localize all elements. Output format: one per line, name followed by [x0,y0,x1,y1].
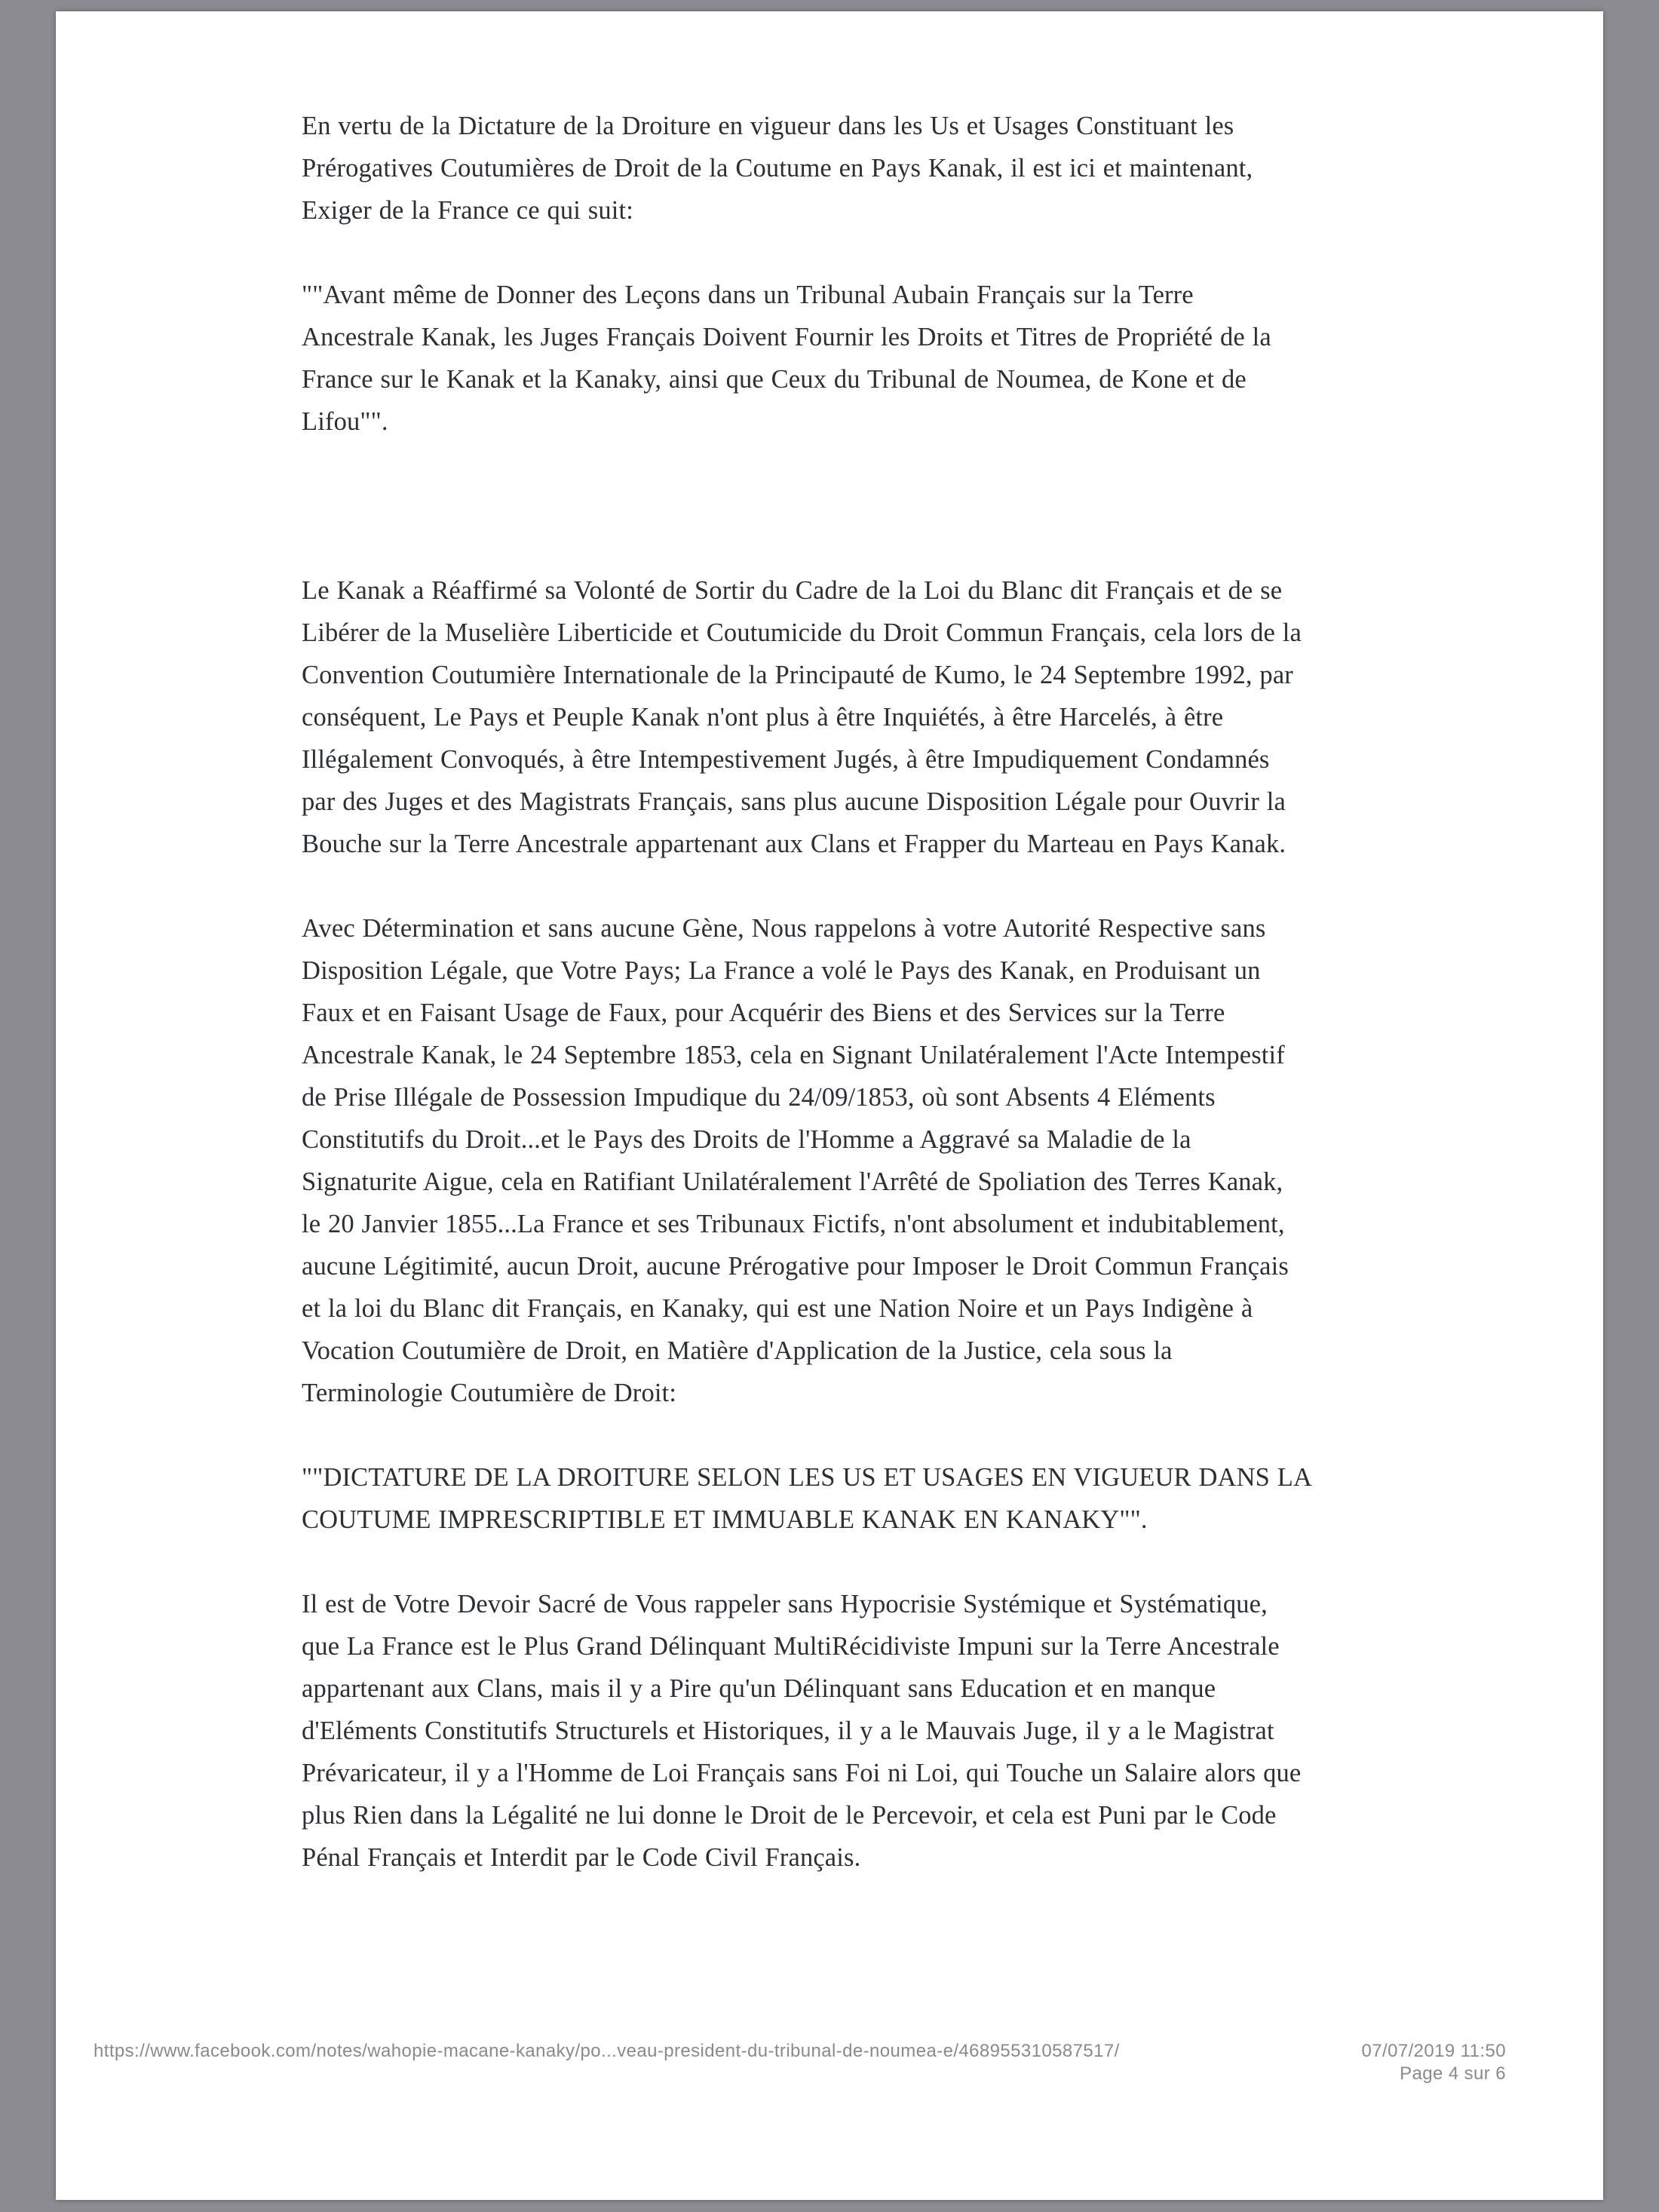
paragraph-demand-intro [302,105,1388,232]
text-line: Ancestrale Kanak, le 24 Septembre 1853, cela en Signant Unilatéralement l'Acte Intempestif [302,1041,1285,1069]
text-line: et la loi du Blanc dit Français, en Kanaky, qui est une Nation Noire et un Pays Indigène à [302,1294,1253,1323]
text-line: ""Avant même de Donner des Leçons dans un Tribunal Aubain Français sur la Terre [302,281,1194,309]
document-body [302,105,1388,1921]
text-line: Vocation Coutumière de Droit, en Matière d'Application de la Justice, cela sous la [302,1336,1173,1365]
text-line: par des Juges et des Magistrats Français, sans plus aucune Disposition Légale pour Ouvrir la [302,787,1286,816]
text-line: COUTUME IMPRESCRIPTIBLE ET IMMUABLE KANAK EN KANAKY"". [302,1505,1148,1534]
paragraph-sacred-duty [302,1583,1388,1879]
text-line: Ancestrale Kanak, les Juges Français Doivent Fournir les Droits et Titres de Propriété de la [302,323,1271,351]
footer-meta [1362,2040,1506,2085]
text-line: Constitutifs du Droit...et le Pays des Droits de l'Homme a Aggravé sa Maladie de la [302,1125,1191,1154]
paragraph-reaffirmation [302,569,1388,865]
text-line: le 20 Janvier 1855...La France et ses Tribunaux Fictifs, n'ont absolument et indubitablement, [302,1210,1285,1238]
text-line: Exiger de la France ce qui suit: [302,196,633,225]
document-page [56,11,1603,2200]
text-line: Terminologie Coutumière de Droit: [302,1379,677,1407]
text-line: plus Rien dans la Légalité ne lui donne le Droit de le Percevoir, et cela est Puni par le Code [302,1801,1277,1830]
paragraph-dictature-quote [302,1456,1388,1541]
footer-datetime: 07/07/2019 11:50 [1361,2041,1506,2061]
text-line: Disposition Légale, que Votre Pays; La France a volé le Pays des Kanak, en Produisant un [302,956,1261,985]
text-line: Avec Détermination et sans aucune Gène, Nous rappelons à votre Autorité Respective sans [302,914,1266,943]
text-line: Prévaricateur, il y a l'Homme de Loi Français sans Foi ni Loi, qui Touche un Salaire alors que [302,1759,1302,1787]
paragraph-quote-demand [302,274,1388,443]
text-line: aucune Légitimité, aucun Droit, aucune Prérogative pour Imposer le Droit Commun Français [302,1252,1289,1281]
text-line: que La France est le Plus Grand Délinquant MultiRécidiviste Impuni sur la Terre Ancestrale [302,1632,1280,1661]
text-line: ""DICTATURE DE LA DROITURE SELON LES US ET USAGES EN VIGUEUR DANS LA [302,1463,1313,1492]
text-line: Libérer de la Muselière Liberticide et Coutumicide du Droit Commun Français, cela lors de la [302,618,1302,647]
text-line: Convention Coutumière Internationale de la Principauté de Kumo, le 24 Septembre 1992, par [302,661,1293,689]
text-line: Signaturite Aigue, cela en Ratifiant Unilatéralement l'Arrêté de Spoliation des Terres Kanak, [302,1167,1283,1196]
text-line: conséquent, Le Pays et Peuple Kanak n'ont plus à être Inquiétés, à être Harcelés, à être [302,703,1224,732]
text-line: En vertu de la Dictature de la Droiture en vigueur dans les Us et Usages Constituant les [302,112,1234,140]
text-line: appartenant aux Clans, mais il y a Pire qu'un Délinquant sans Education et en manque [302,1674,1216,1703]
text-line: Faux et en Faisant Usage de Faux, pour Acquérir des Biens et des Services sur la Terre [302,999,1225,1027]
footer-page-number: Page 4 sur 6 [1400,2063,1506,2084]
footer-source-url[interactable]: https://www.facebook.com/notes/wahopie-macane-kanaky/po...veau-president-du-tribunal-de-noumea-e/468955310587517/ [94,2041,1120,2061]
text-line: d'Eléments Constitutifs Structurels et Historiques, il y a le Mauvais Juge, il y a le Magistrat [302,1717,1274,1745]
text-line: Lifou"". [302,407,388,436]
text-line: Le Kanak a Réaffirmé sa Volonté de Sortir du Cadre de la Loi du Blanc dit Français et de se [302,576,1283,605]
paragraph-determination [302,907,1388,1414]
text-line: France sur le Kanak et la Kanaky, ainsi que Ceux du Tribunal de Noumea, de Kone et de [302,365,1247,394]
text-line: Prérogatives Coutumières de Droit de la Coutume en Pays Kanak, il est ici et maintenant, [302,154,1253,183]
text-line: Il est de Votre Devoir Sacré de Vous rappeler sans Hypocrisie Systémique et Systématique, [302,1590,1268,1618]
text-line: de Prise Illégale de Possession Impudique du 24/09/1853, où sont Absents 4 Eléments [302,1083,1216,1112]
text-line: Illégalement Convoqués, à être Intempestivement Jugés, à être Impudiquement Condamnés [302,745,1270,774]
text-line: Pénal Français et Interdit par le Code Civil Français. [302,1843,861,1872]
text-line: Bouche sur la Terre Ancestrale appartenant aux Clans et Frapper du Marteau en Pays Kanak. [302,830,1286,858]
